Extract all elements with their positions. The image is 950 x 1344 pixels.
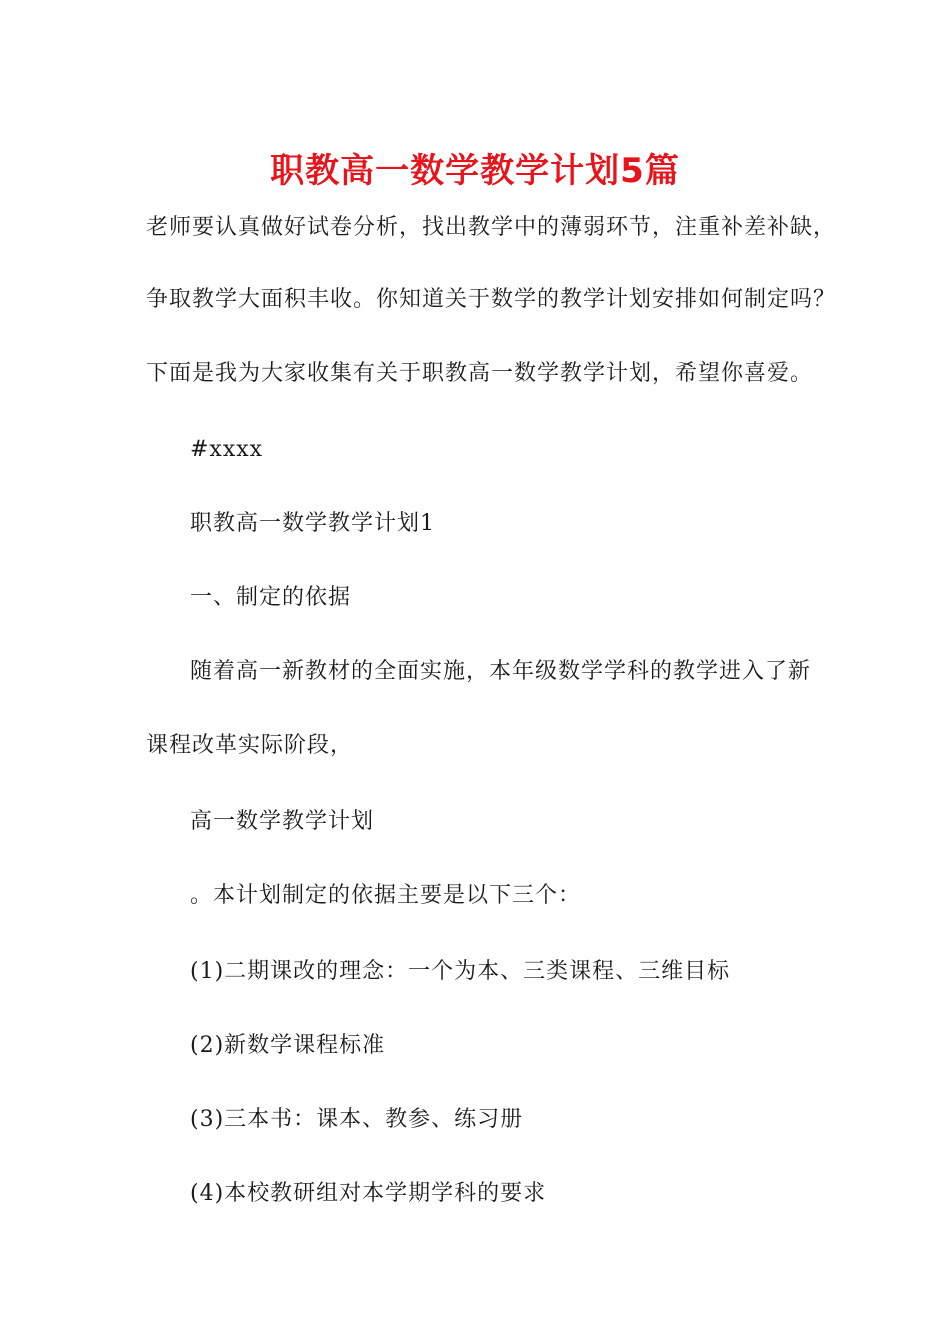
- intro-line-1: 老师要认真做好试卷分析，找出教学中的薄弱环节，注重补差补缺，: [146, 215, 837, 240]
- intro-line-2: 争取教学大面积丰收。你知道关于数学的教学计划安排如何制定吗？: [146, 287, 837, 312]
- paragraph-line-2: 课程改革实际阶段，: [146, 733, 354, 758]
- section-marker: #xxxx: [190, 437, 264, 462]
- document-title: 职教高一数学教学计划5篇: [270, 151, 680, 191]
- list-item-3: (3)三本书：课本、教参、练习册: [190, 1107, 524, 1132]
- list-item-1: (1)二期课改的理念：一个为本、三类课程、三维目标: [190, 959, 731, 984]
- basis-intro: 。本计划制定的依据主要是以下三个：: [190, 883, 582, 908]
- section-title: 职教高一数学教学计划1: [190, 511, 435, 536]
- intro-line-3: 下面是我为大家收集有关于职教高一数学教学计划，希望你喜爱。: [146, 361, 814, 386]
- heading-basis: 一、制定的依据: [190, 585, 352, 610]
- paragraph-line-1: 随着高一新教材的全面实施，本年级数学学科的教学进入了新: [190, 659, 812, 684]
- list-item-4: (4)本校教研组对本学期学科的要求: [190, 1181, 547, 1206]
- subtitle: 高一数学教学计划: [190, 809, 375, 834]
- list-item-2: (2)新数学课程标准: [190, 1033, 386, 1058]
